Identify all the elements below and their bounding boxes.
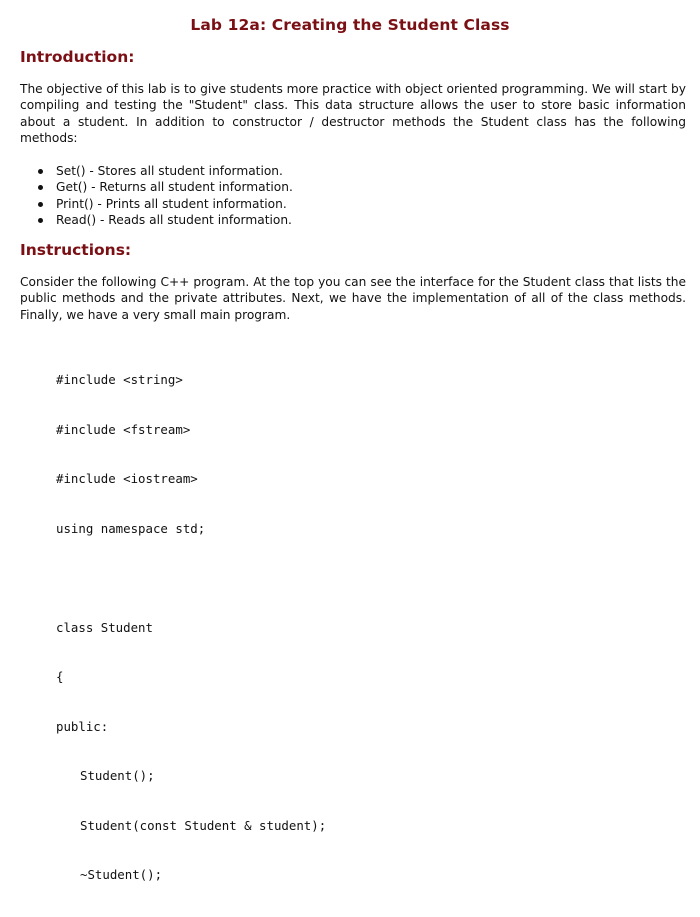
methods-list — [36, 163, 293, 228]
list-item — [36, 196, 293, 212]
code-block — [56, 339, 326, 917]
method-set-text: Set() - Stores all student information. — [56, 164, 283, 178]
code-line: public: — [56, 718, 109, 734]
list-item — [36, 212, 293, 228]
code-line-blank — [56, 570, 326, 587]
method-get-text: Get() - Returns all student information. — [56, 180, 293, 195]
code-line: Student(); — [80, 768, 155, 783]
list-item — [36, 163, 293, 179]
code-line: Student(const Student & student); — [80, 817, 327, 833]
code-line: using namespace std; — [56, 520, 206, 536]
bullet-icon — [38, 185, 43, 190]
instructions-paragraph: Consider the following C++ program. At the top you can see the interface for the Student class that lists the public methods and the private attributes. Next, we have the implementation of all of the class methods. Finally, we have a very small main program. — [20, 275, 686, 322]
list-item — [36, 179, 293, 195]
code-line: { — [56, 669, 64, 684]
bullet-icon — [38, 202, 43, 207]
document-title: Lab 12a: Creating the Student Class — [190, 16, 510, 34]
code-line: #include <iostream> — [56, 471, 198, 486]
code-line: ~Student(); — [80, 867, 163, 882]
instructions-heading: Instructions: — [20, 241, 132, 259]
introduction-paragraph: The objective of this lab is to give students more practice with object oriented programming. We will start by compiling and testing the "Student" class. This data structure allows the user to store basic information about a student. In addition to constructor / destructor methods the Student class has the following methods: — [20, 82, 686, 146]
code-line: #include <fstream> — [56, 421, 191, 437]
introduction-heading: Introduction: — [20, 48, 135, 66]
bullet-icon — [38, 218, 43, 223]
code-line: class Student — [56, 619, 153, 635]
method-print-text: Print() - Prints all student information. — [56, 196, 287, 211]
bullet-icon — [38, 169, 43, 174]
method-read-text: Read() - Reads all student information. — [56, 212, 292, 227]
code-line: #include <string> — [56, 372, 183, 387]
